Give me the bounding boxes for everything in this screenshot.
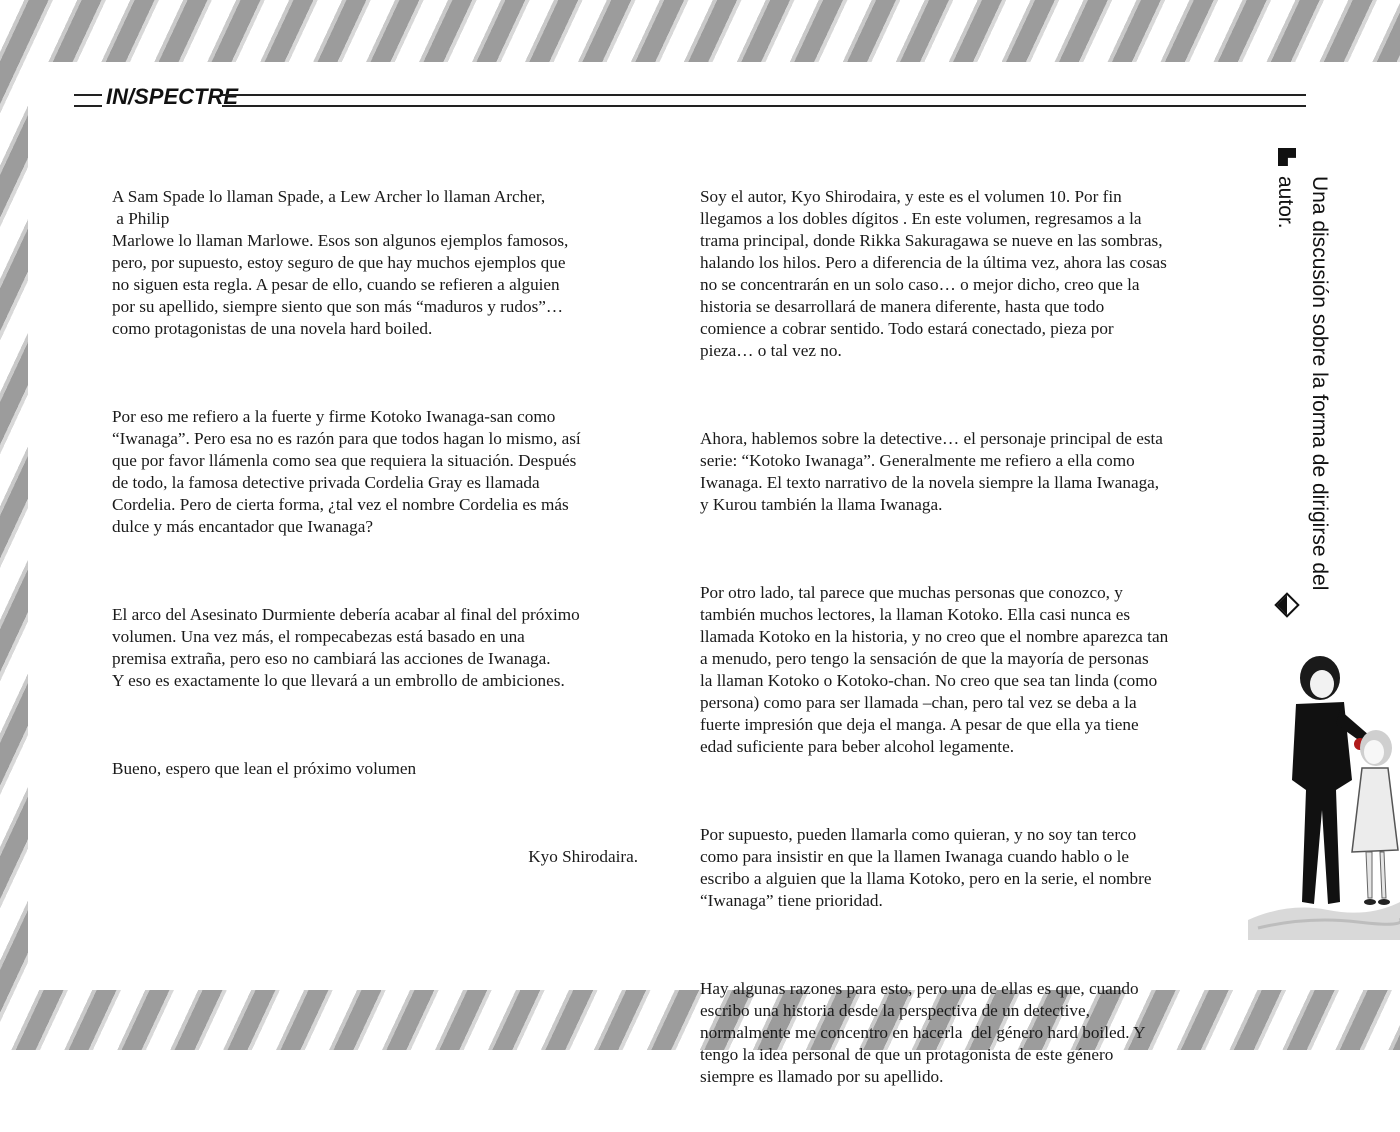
- character-illustration: [1248, 640, 1400, 940]
- left-column: [112, 142, 652, 912]
- paragraph: Soy el autor, Kyo Shirodaira, y este es el volumen 10. Por fin llegamos a los dobles dígitos . En este volumen, regresamos a la trama principal, donde Rikka Sakuragawa se nueve en las sombras, halando los hilos. Pero a diferencia de la última vez, ahora las cosas no se concentrarán en un solo caso… o mejor dicho, creo que la historia se desarrollará de manera diferente, hasta que todo comience a cobrar sentido. Todo estará conectado, pieza por pieza… o tal vez no.: [700, 187, 1167, 360]
- paragraph: Ahora, hablemos sobre la detective… el personaje principal de esta serie: “Kotoko Iwanaga”. Generalmente me refiero a ella como Iwanaga. El texto narrativo de la novela siempre la llama Iwanaga, y Kurou también la llama Iwanaga.: [700, 429, 1163, 514]
- vertical-title-text: Una discusión sobre la forma de dirigirse del autor.: [1274, 176, 1331, 591]
- page-header: [74, 86, 1306, 112]
- series-logo: IN/SPECTRE: [106, 84, 239, 109]
- bracket-mark-icon: [1278, 148, 1296, 166]
- girl-figure: [1352, 730, 1398, 905]
- vertical-title: [1268, 148, 1331, 628]
- paragraph: El arco del Asesinato Durmiente debería acabar al final del próximo volumen. Una vez más, el rompecabezas está basado en una premisa extraña, pero eso no cambiará las acciones de Iwanaga. Y eso es exactamente lo que llevará a un embrollo de ambiciones.: [112, 605, 580, 690]
- illustration-ground: [1248, 902, 1400, 940]
- author-signature: Kyo Shirodaira.: [528, 847, 638, 866]
- man-figure: [1292, 656, 1370, 904]
- paragraph: Por eso me refiero a la fuerte y firme Kotoko Iwanaga-san como “Iwanaga”. Pero esa no es razón para que todos hagan lo mismo, así que por favor llámenla como sea que requiera la situación. Después de todo, la famosa detective privada Cordelia Gray es llamada Cordelia. Pero de cierta forma, ¿tal vez el nombre Cordelia es más dulce y más encantador que Iwanaga?: [112, 407, 581, 536]
- right-column: [700, 142, 1235, 1132]
- header-rule-right: [222, 94, 1306, 107]
- paragraph: Por otro lado, tal parece que muchas personas que conozco, y también muchos lectores, la llaman Kotoko. Ella casi nunca es llamada Kotoko en la historia, y no creo que el nombre aparezca tan a menudo, pero tengo la sensación de que la mayoría de personas la llaman Kotoko o Kotoko-chan. No creo que sea tan linda (como persona) como para ser llamada –chan, pero tal vez se deba a la fuerte impresión que deja el manga. A pesar de que ella ya tiene edad suficiente para beber alcohol legamente.: [700, 583, 1169, 756]
- paragraph: Bueno, espero que lean el próximo volumen: [112, 759, 417, 778]
- paragraph: Hay algunas razones para esto, pero una de ellas es que, cuando escribo una historia desde la perspectiva de un detective, normalmente me concentro en hacerla del género hard boiled. Y tengo la idea personal de que un protagonista de este género siempre es llamado por su apellido.: [700, 979, 1146, 1086]
- paragraph: A Sam Spade lo llaman Spade, a Lew Archer lo llaman Archer, a Philip Marlowe lo llaman Marlowe. Esos son algunos ejemplos famosos, pero, por supuesto, estoy seguro de que hay muchos ejemplos que no siguen esta regla. A pesar de ello, cuando se refieren a alguien por su apellido, siempre siento que son más “maduros y rudos”… como protagonistas de una novela hard boiled.: [112, 187, 569, 338]
- header-rule-left: [74, 94, 102, 107]
- paragraph: Por supuesto, pueden llamarla como quieran, y no soy tan terco como para insistir en que la llamen Iwanaga cuando hablo o le escribo a alguien que la llama Kotoko, pero en la serie, el nombre “Iwanaga” tiene prioridad.: [700, 825, 1152, 910]
